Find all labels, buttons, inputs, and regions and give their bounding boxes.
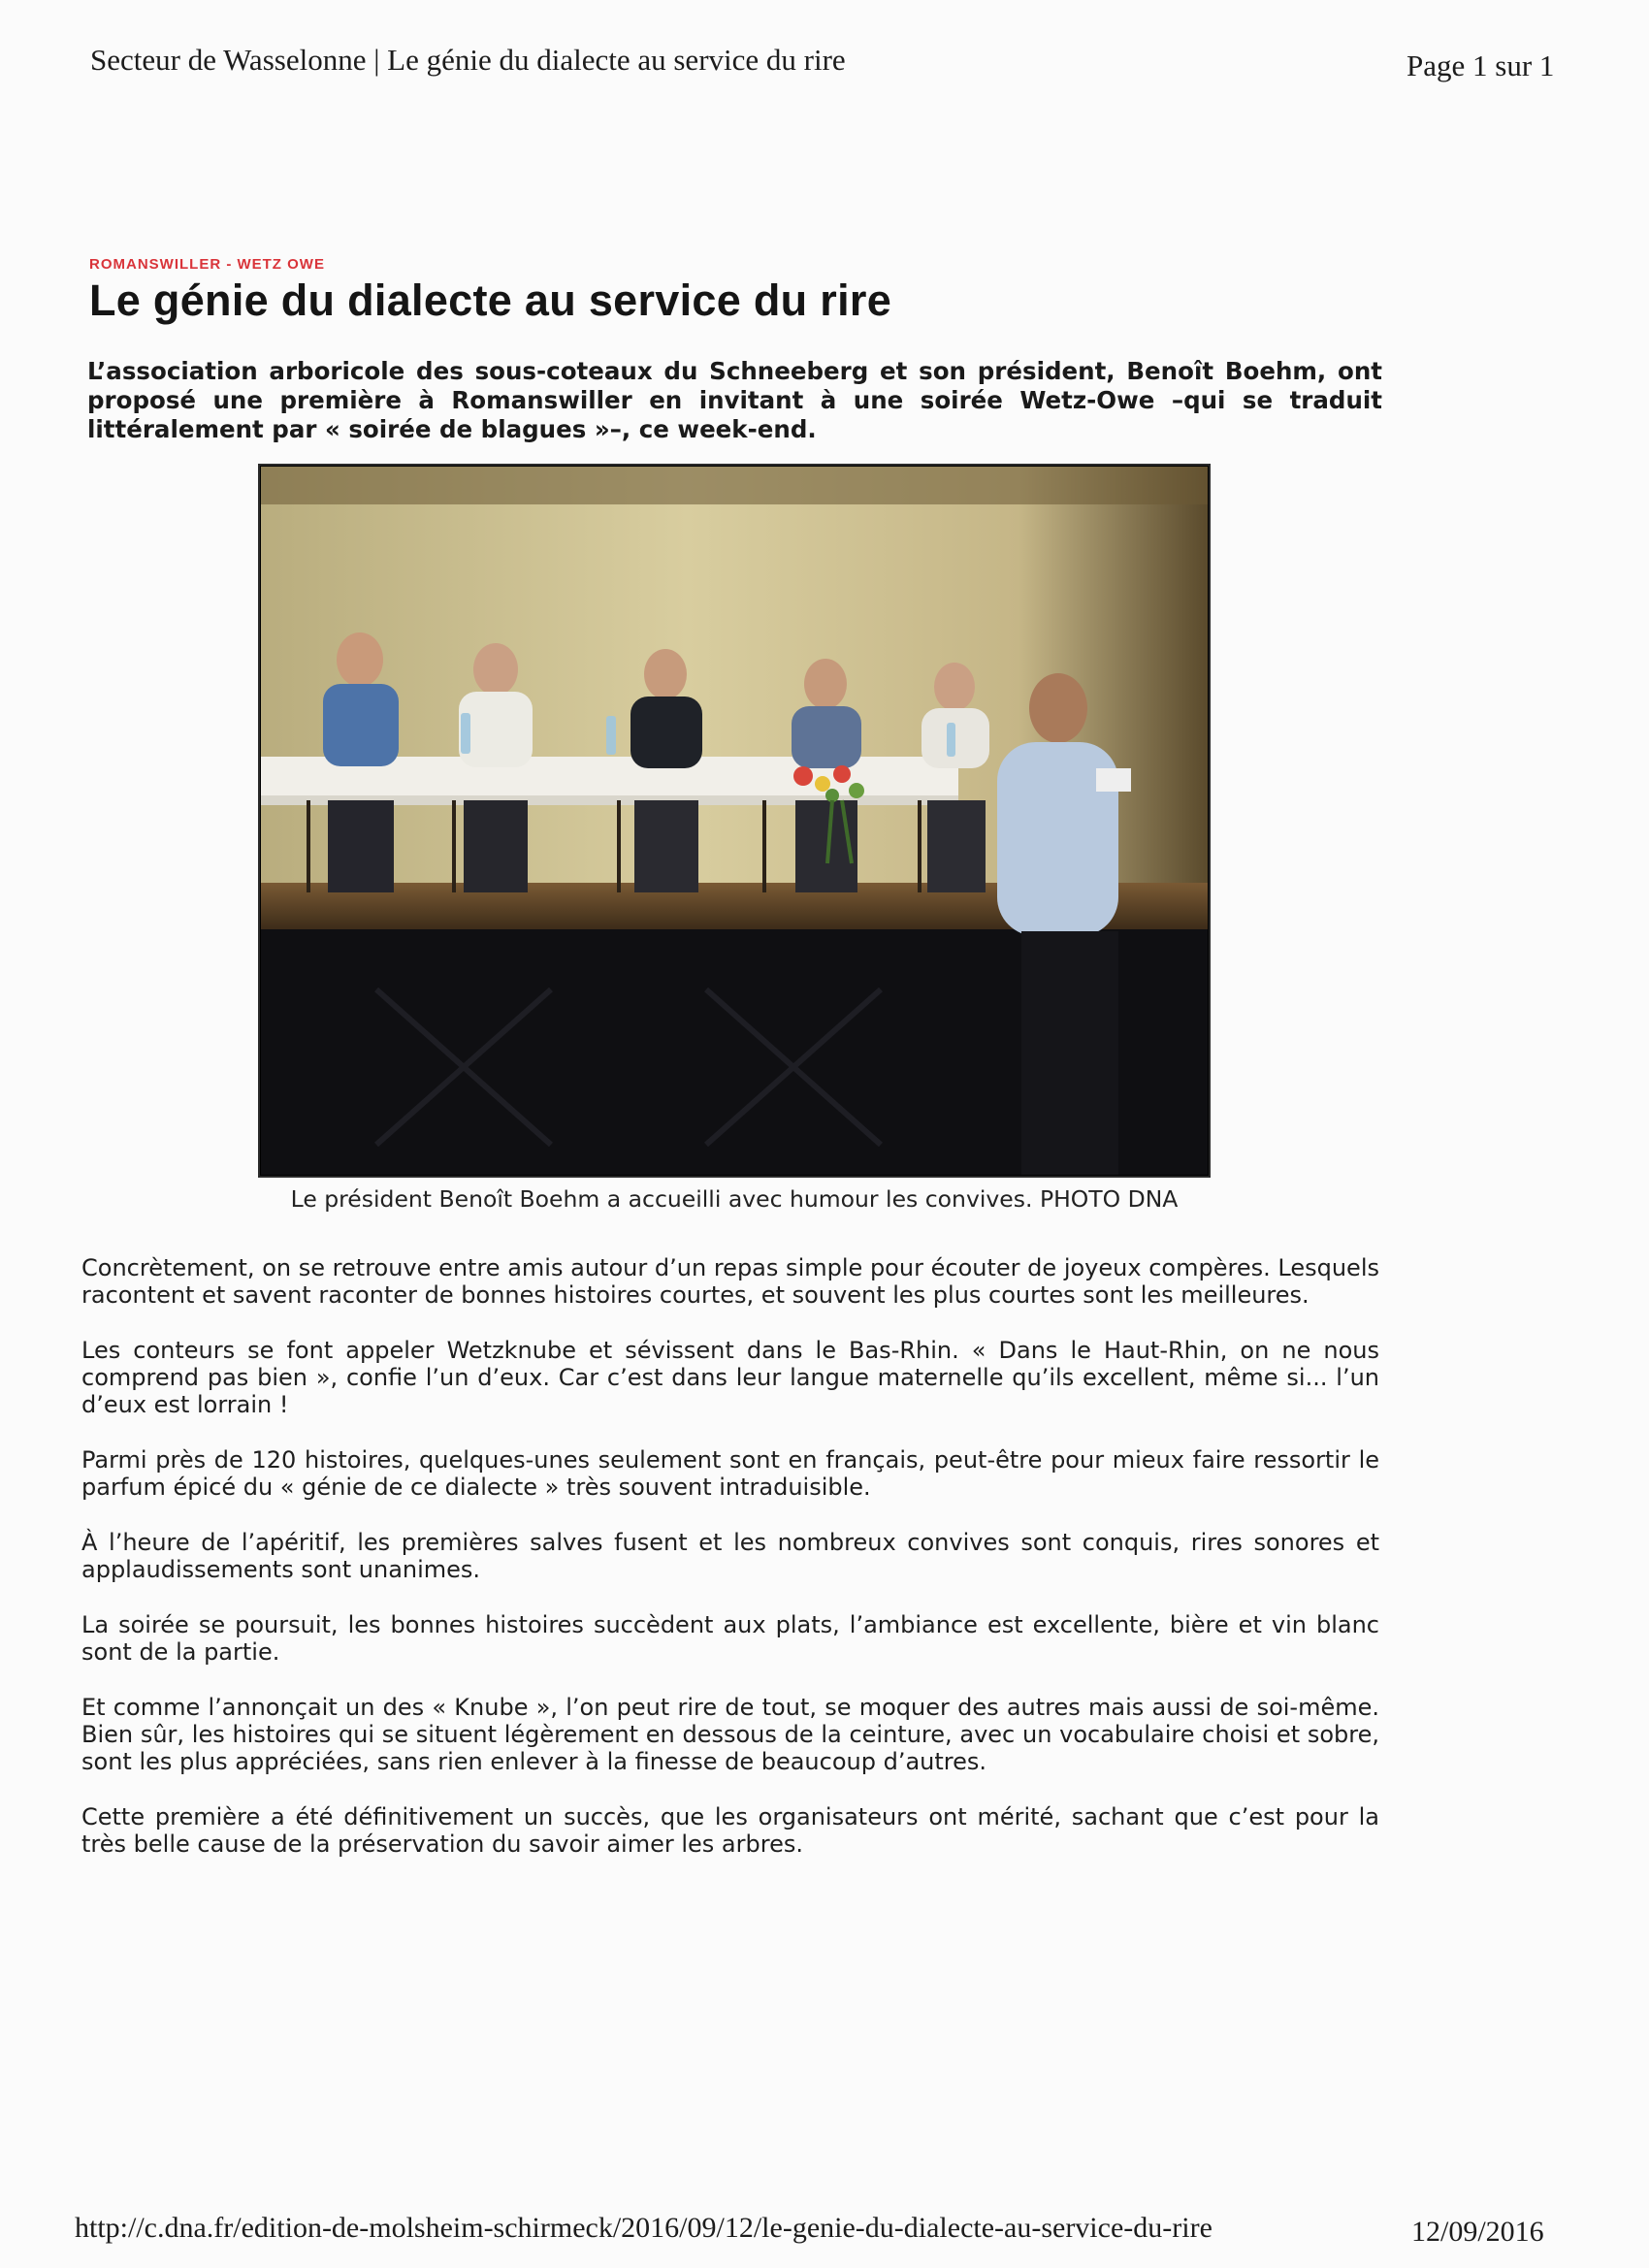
print-footer-url: http://c.dna.fr/edition-de-molsheim-schirmeck/2016/09/12/le-genie-du-dialecte-au-service-du-rire [75,2212,1212,2244]
print-header-page-number: Page 1 sur 1 [1406,49,1555,82]
article-paragraph: Et comme l’annonçait un des « Knube », l’on peut rire de tout, se moquer des autres mais aussi de soi-même. Bien sûr, les histoires qui se situent légèrement en dessous de la ceinture, avec un vocabulaire choisi et sobre, sont les plus appréciées, sans rien enlever à la finesse de beaucoup d’autres. [81,1694,1379,1775]
article-paragraph: Cette première a été définitivement un succès, que les organisateurs ont mérité, sachant que c’est pour la très belle cause de la préservation du savoir aimer les arbres. [81,1803,1379,1858]
print-footer-date: 12/09/2016 [1411,2216,1544,2248]
article-headline: Le génie du dialecte au service du rire [89,275,892,325]
article-body [81,1254,1379,1886]
article-kicker: ROMANSWILLER - WETZ OWE [89,256,325,273]
photo-caption: Le président Benoît Boehm a accueilli avec humour les convives. PHOTO DNA [290,1185,1179,1213]
article-paragraph: La soirée se poursuit, les bonnes histoires succèdent aux plats, l’ambiance est excellente, bière et vin blanc sont de la partie. [81,1611,1379,1666]
article-paragraph: Les conteurs se font appeler Wetzknube et sévissent dans le Bas-Rhin. « Dans le Haut-Rhin, on ne nous comprend pas bien », confie l’un d’eux. Car c’est dans leur langue maternelle qu’ils excellent, même si... l’un d’eux est lorrain ! [81,1337,1379,1418]
article-paragraph: Concrètement, on se retrouve entre amis autour d’un repas simple pour écouter de joyeux compères. Lesquels racontent et savent raconter de bonnes histoires courtes, et souvent les plus courtes sont les meilleures. [81,1254,1379,1309]
article-photo [258,464,1211,1178]
article-lead: L’association arboricole des sous-coteaux du Schneeberg et son président, Benoît Boehm, ont proposé une première à Romanswiller en invitant à une soirée Wetz-Owe –qui se traduit littéralement par « soirée de blagues »–, ce week-end. [87,357,1382,443]
article-paragraph: À l’heure de l’apéritif, les premières salves fusent et les nombreux convives sont conquis, rires sonores et applaudissements sont unanimes. [81,1529,1379,1583]
article-paragraph: Parmi près de 120 histoires, quelques-unes seulement sont en français, peut-être pour mieux faire ressortir le parfum épicé du « génie de ce dialecte » très souvent intraduisible. [81,1446,1379,1501]
print-header-title: Secteur de Wasselonne | Le génie du dialecte au service du rire [90,43,846,77]
